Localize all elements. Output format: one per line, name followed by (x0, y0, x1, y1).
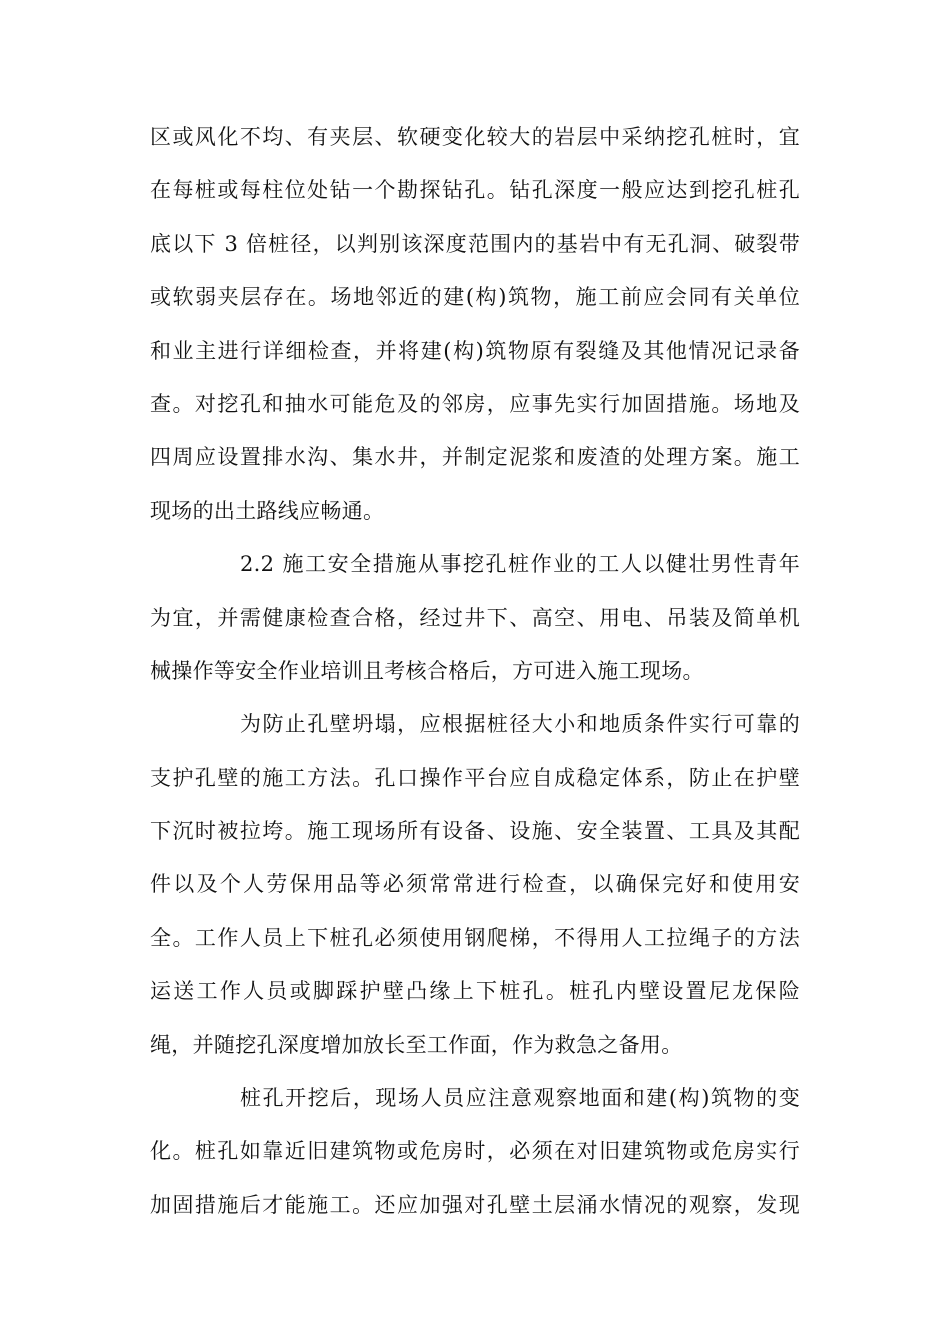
text-line: 绳，并随挖孔深度增加放长至工作面，作为救急之备用。 (150, 1032, 683, 1057)
text-line: 件以及个人劳保用品等必须常常进行检查，以确保完好和使用安 (150, 872, 800, 897)
text-line: 支护孔壁的施工方法。孔口操作平台应自成稳定体系，防止在护壁 (150, 765, 800, 790)
text-line: 和业主进行详细检查，并将建(构)筑物原有裂缝及其他情况记录备 (150, 338, 800, 363)
text-line: 为防止孔壁坍塌，应根据桩径大小和地质条件实行可靠的 (240, 712, 800, 737)
document-body (150, 111, 800, 1232)
text-line: 械操作等安全作业培训且考核合格后，方可进入施工现场。 (150, 658, 704, 683)
paragraph-site-survey (150, 111, 800, 538)
text-line: 化。桩孔如靠近旧建筑物或危房时，必须在对旧建筑物或危房实行 (150, 1139, 800, 1164)
text-line: 桩孔开挖后，现场人员应注意观察地面和建(构)筑物的变 (240, 1086, 800, 1111)
paragraph-excavation-observation (150, 1072, 800, 1232)
text-line: 现场的出土路线应畅通。 (150, 498, 385, 523)
text-line: 查。对挖孔和抽水可能危及的邻房，应事先实行加固措施。场地及 (150, 391, 800, 416)
text-line: 在每桩或每柱位处钻一个勘探钻孔。钻孔深度一般应达到挖孔桩孔 (150, 178, 800, 203)
text-line: 下沉时被拉垮。施工现场所有设备、设施、安全装置、工具及其配 (150, 819, 800, 844)
text-line: 加固措施后才能施工。还应加强对孔壁土层涌水情况的观察，发现 (150, 1192, 800, 1217)
text-line: 底以下 3 倍桩径，以判别该深度范围内的基岩中有无孔洞、破裂带 (150, 231, 800, 256)
paragraph-safety-measures (150, 538, 800, 698)
text-line: 四周应设置排水沟、集水井，并制定泥浆和废渣的处理方案。施工 (150, 445, 800, 470)
text-line: 为宜，并需健康检查合格，经过井下、高空、用电、吊装及简单机 (150, 605, 800, 630)
text-line: 2.2 施工安全措施从事挖孔桩作业的工人以健壮男性青年 (240, 552, 800, 577)
text-line: 区或风化不均、有夹层、软硬变化较大的岩层中采纳挖孔桩时，宜 (150, 125, 800, 149)
text-line: 运送工作人员或脚踩护壁凸缘上下桩孔。桩孔内壁设置尼龙保险 (150, 979, 800, 1004)
paragraph-wall-support (150, 698, 800, 1072)
text-line: 全。工作人员上下桩孔必须使用钢爬梯，不得用人工拉绳子的方法 (150, 925, 800, 950)
text-line: 或软弱夹层存在。场地邻近的建(构)筑物，施工前应会同有关单位 (150, 285, 800, 310)
